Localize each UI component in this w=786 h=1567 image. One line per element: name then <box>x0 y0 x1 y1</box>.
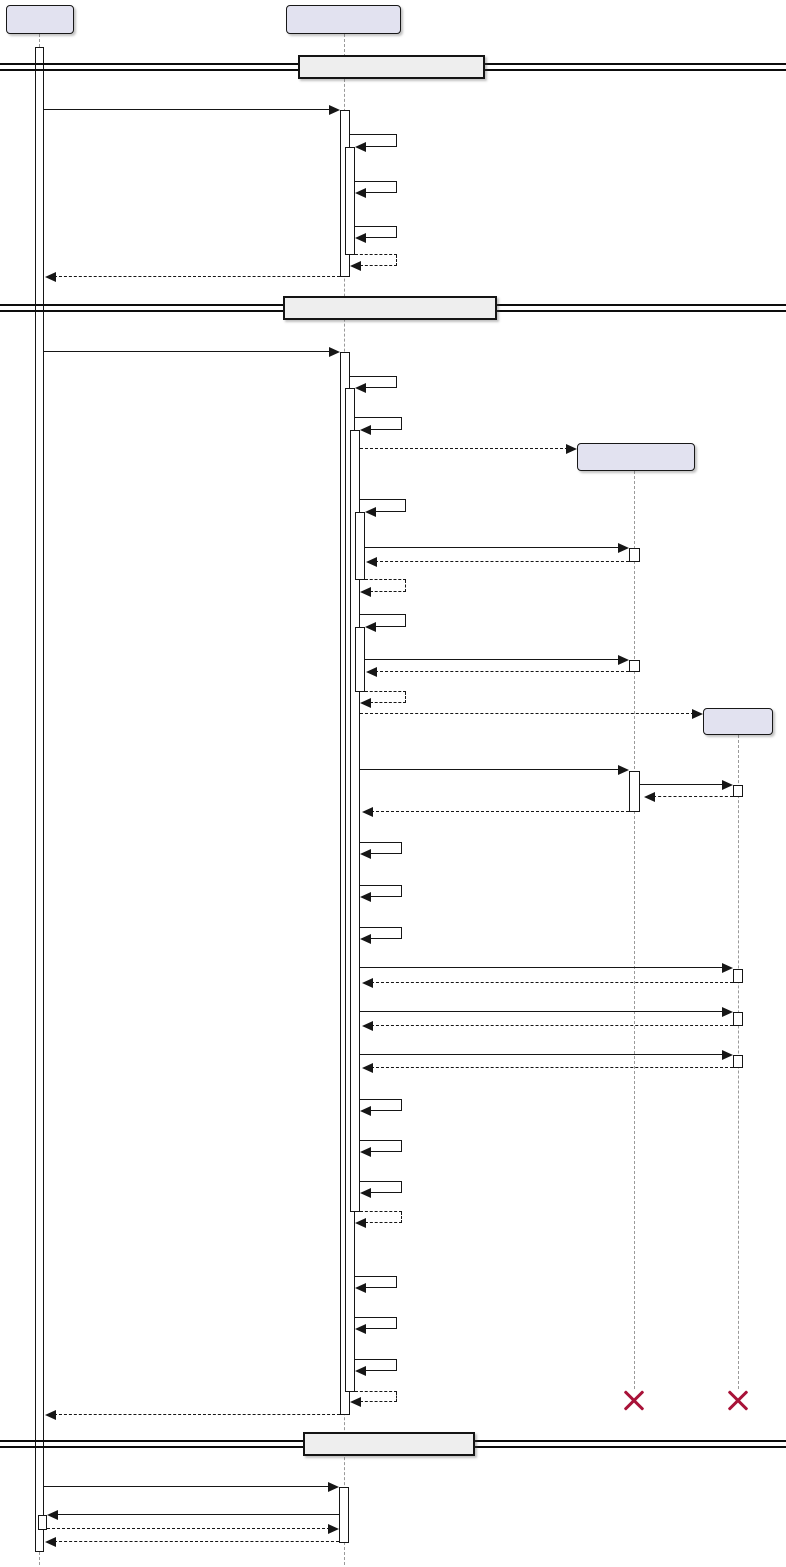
divider-after-start-event <box>303 1432 475 1456</box>
message-line <box>44 1486 330 1487</box>
self-message-line <box>355 1317 397 1318</box>
arrowhead-icon <box>362 1021 373 1031</box>
arrowhead-icon <box>355 188 366 198</box>
arrowhead-icon <box>45 1537 56 1547</box>
self-message-line <box>355 417 402 418</box>
self-message-line <box>360 885 402 886</box>
arrowhead-icon <box>328 1524 339 1534</box>
divider-configure-start-event <box>283 296 497 320</box>
arrowhead-icon <box>328 1482 339 1492</box>
self-message-line <box>365 387 397 388</box>
message-line <box>360 448 568 449</box>
activation-bar <box>339 1487 349 1543</box>
arrowhead-icon <box>355 1366 366 1376</box>
arrowhead-icon <box>618 765 629 775</box>
self-message-line <box>360 265 397 266</box>
arrowhead-icon <box>722 1007 733 1017</box>
self-message-line <box>365 691 406 692</box>
self-message-line <box>360 1140 402 1141</box>
arrowhead-icon <box>355 1218 366 1228</box>
self-message-line <box>360 1401 397 1402</box>
self-message-line <box>370 938 402 939</box>
self-message-line <box>360 1181 402 1182</box>
self-message-line <box>375 626 406 627</box>
message-line <box>365 659 620 660</box>
arrowhead-icon <box>329 347 340 357</box>
arrowhead-icon <box>360 849 371 859</box>
message-line <box>47 1528 330 1529</box>
arrowhead-icon <box>365 507 376 517</box>
arrowhead-icon <box>692 709 703 719</box>
arrowhead-icon <box>355 1324 366 1334</box>
self-message-line <box>360 842 402 843</box>
self-message-line <box>370 1110 402 1111</box>
message-line <box>375 671 629 672</box>
self-message-line <box>365 192 397 193</box>
message-line <box>44 351 331 352</box>
activation-bar <box>733 1012 743 1026</box>
self-message-line <box>360 1099 402 1100</box>
arrowhead-icon <box>355 233 366 243</box>
arrowhead-icon <box>360 934 371 944</box>
message-line <box>360 967 724 968</box>
arrowhead-icon <box>566 444 577 454</box>
self-message-line <box>365 1328 397 1329</box>
arrowhead-icon <box>45 272 56 282</box>
arrowhead-icon <box>360 698 371 708</box>
arrowhead-icon <box>722 963 733 973</box>
message-line <box>54 1541 339 1542</box>
divider-before-start-event <box>298 55 485 79</box>
activation-bar <box>355 627 365 692</box>
self-message-line <box>355 226 397 227</box>
self-message-line <box>355 254 397 255</box>
self-message-line <box>355 1359 397 1360</box>
self-message-line <box>355 181 397 182</box>
self-message-line <box>355 1276 397 1277</box>
activation-bar <box>629 548 640 562</box>
message-line <box>54 1414 340 1415</box>
activation-bar <box>35 47 44 1552</box>
lifeline-webxmlparser <box>634 471 635 1389</box>
arrowhead-icon <box>360 587 371 597</box>
activation-bar <box>38 1515 47 1530</box>
self-message-line <box>360 927 402 928</box>
self-message-line <box>365 237 397 238</box>
activation-bar <box>345 147 355 255</box>
destroy-icon-webxml <box>725 1387 751 1413</box>
arrowhead-icon <box>45 1410 56 1420</box>
arrowhead-icon <box>722 780 733 790</box>
participant-context <box>6 5 74 34</box>
arrowhead-icon <box>360 1188 371 1198</box>
arrowhead-icon <box>350 1397 361 1407</box>
self-message-line <box>355 1391 397 1392</box>
arrowhead-icon <box>618 543 629 553</box>
message-line <box>360 713 694 714</box>
arrowhead-icon <box>360 425 371 435</box>
self-message-line <box>370 429 402 430</box>
self-message-line <box>360 499 406 500</box>
participant-contextconfig <box>286 5 401 34</box>
destroy-icon-webxmlparser <box>621 1387 647 1413</box>
activation-bar <box>629 771 640 812</box>
self-message-line <box>365 1370 397 1371</box>
self-message-line <box>365 1287 397 1288</box>
arrowhead-icon <box>329 105 340 115</box>
self-message-line <box>360 614 406 615</box>
arrowhead-icon <box>47 1510 58 1520</box>
message-line <box>54 276 340 277</box>
message-line <box>371 811 629 812</box>
message-line <box>640 784 724 785</box>
self-message-line <box>370 1192 402 1193</box>
participant-webxmlparser <box>577 443 695 471</box>
activation-bar <box>733 785 743 797</box>
message-line <box>56 1514 339 1515</box>
arrowhead-icon <box>644 792 655 802</box>
arrowhead-icon <box>366 557 377 567</box>
participant-webxml <box>703 708 773 735</box>
self-message-line <box>350 376 397 377</box>
message-line <box>371 982 733 983</box>
activation-bar <box>355 512 365 580</box>
arrowhead-icon <box>362 978 373 988</box>
arrowhead-icon <box>350 261 361 271</box>
arrowhead-icon <box>362 807 373 817</box>
message-line <box>365 547 620 548</box>
message-line <box>360 1011 724 1012</box>
message-line <box>375 561 629 562</box>
arrowhead-icon <box>355 142 366 152</box>
message-line <box>653 796 733 797</box>
self-message-line <box>365 1222 402 1223</box>
message-line <box>360 1054 724 1055</box>
self-message-line <box>370 1151 402 1152</box>
self-message-line <box>365 146 397 147</box>
arrowhead-icon <box>722 1050 733 1060</box>
arrowhead-icon <box>355 1283 366 1293</box>
activation-bar <box>629 660 640 672</box>
self-message-line <box>370 591 406 592</box>
arrowhead-icon <box>360 892 371 902</box>
self-message-line <box>370 702 406 703</box>
self-message-line <box>365 579 406 580</box>
arrowhead-icon <box>365 622 376 632</box>
self-message-line <box>350 134 397 135</box>
self-message-line <box>370 896 402 897</box>
message-line <box>44 109 331 110</box>
message-line <box>360 769 620 770</box>
arrowhead-icon <box>360 1147 371 1157</box>
arrowhead-icon <box>618 655 629 665</box>
arrowhead-icon <box>366 667 377 677</box>
self-message-line <box>370 853 402 854</box>
message-line <box>371 1025 733 1026</box>
message-line <box>371 1067 733 1068</box>
arrowhead-icon <box>362 1063 373 1073</box>
self-message-line <box>375 511 406 512</box>
arrowhead-icon <box>355 383 366 393</box>
arrowhead-icon <box>360 1106 371 1116</box>
activation-bar <box>733 969 743 983</box>
activation-bar <box>733 1055 743 1068</box>
self-message-line <box>360 1211 402 1212</box>
